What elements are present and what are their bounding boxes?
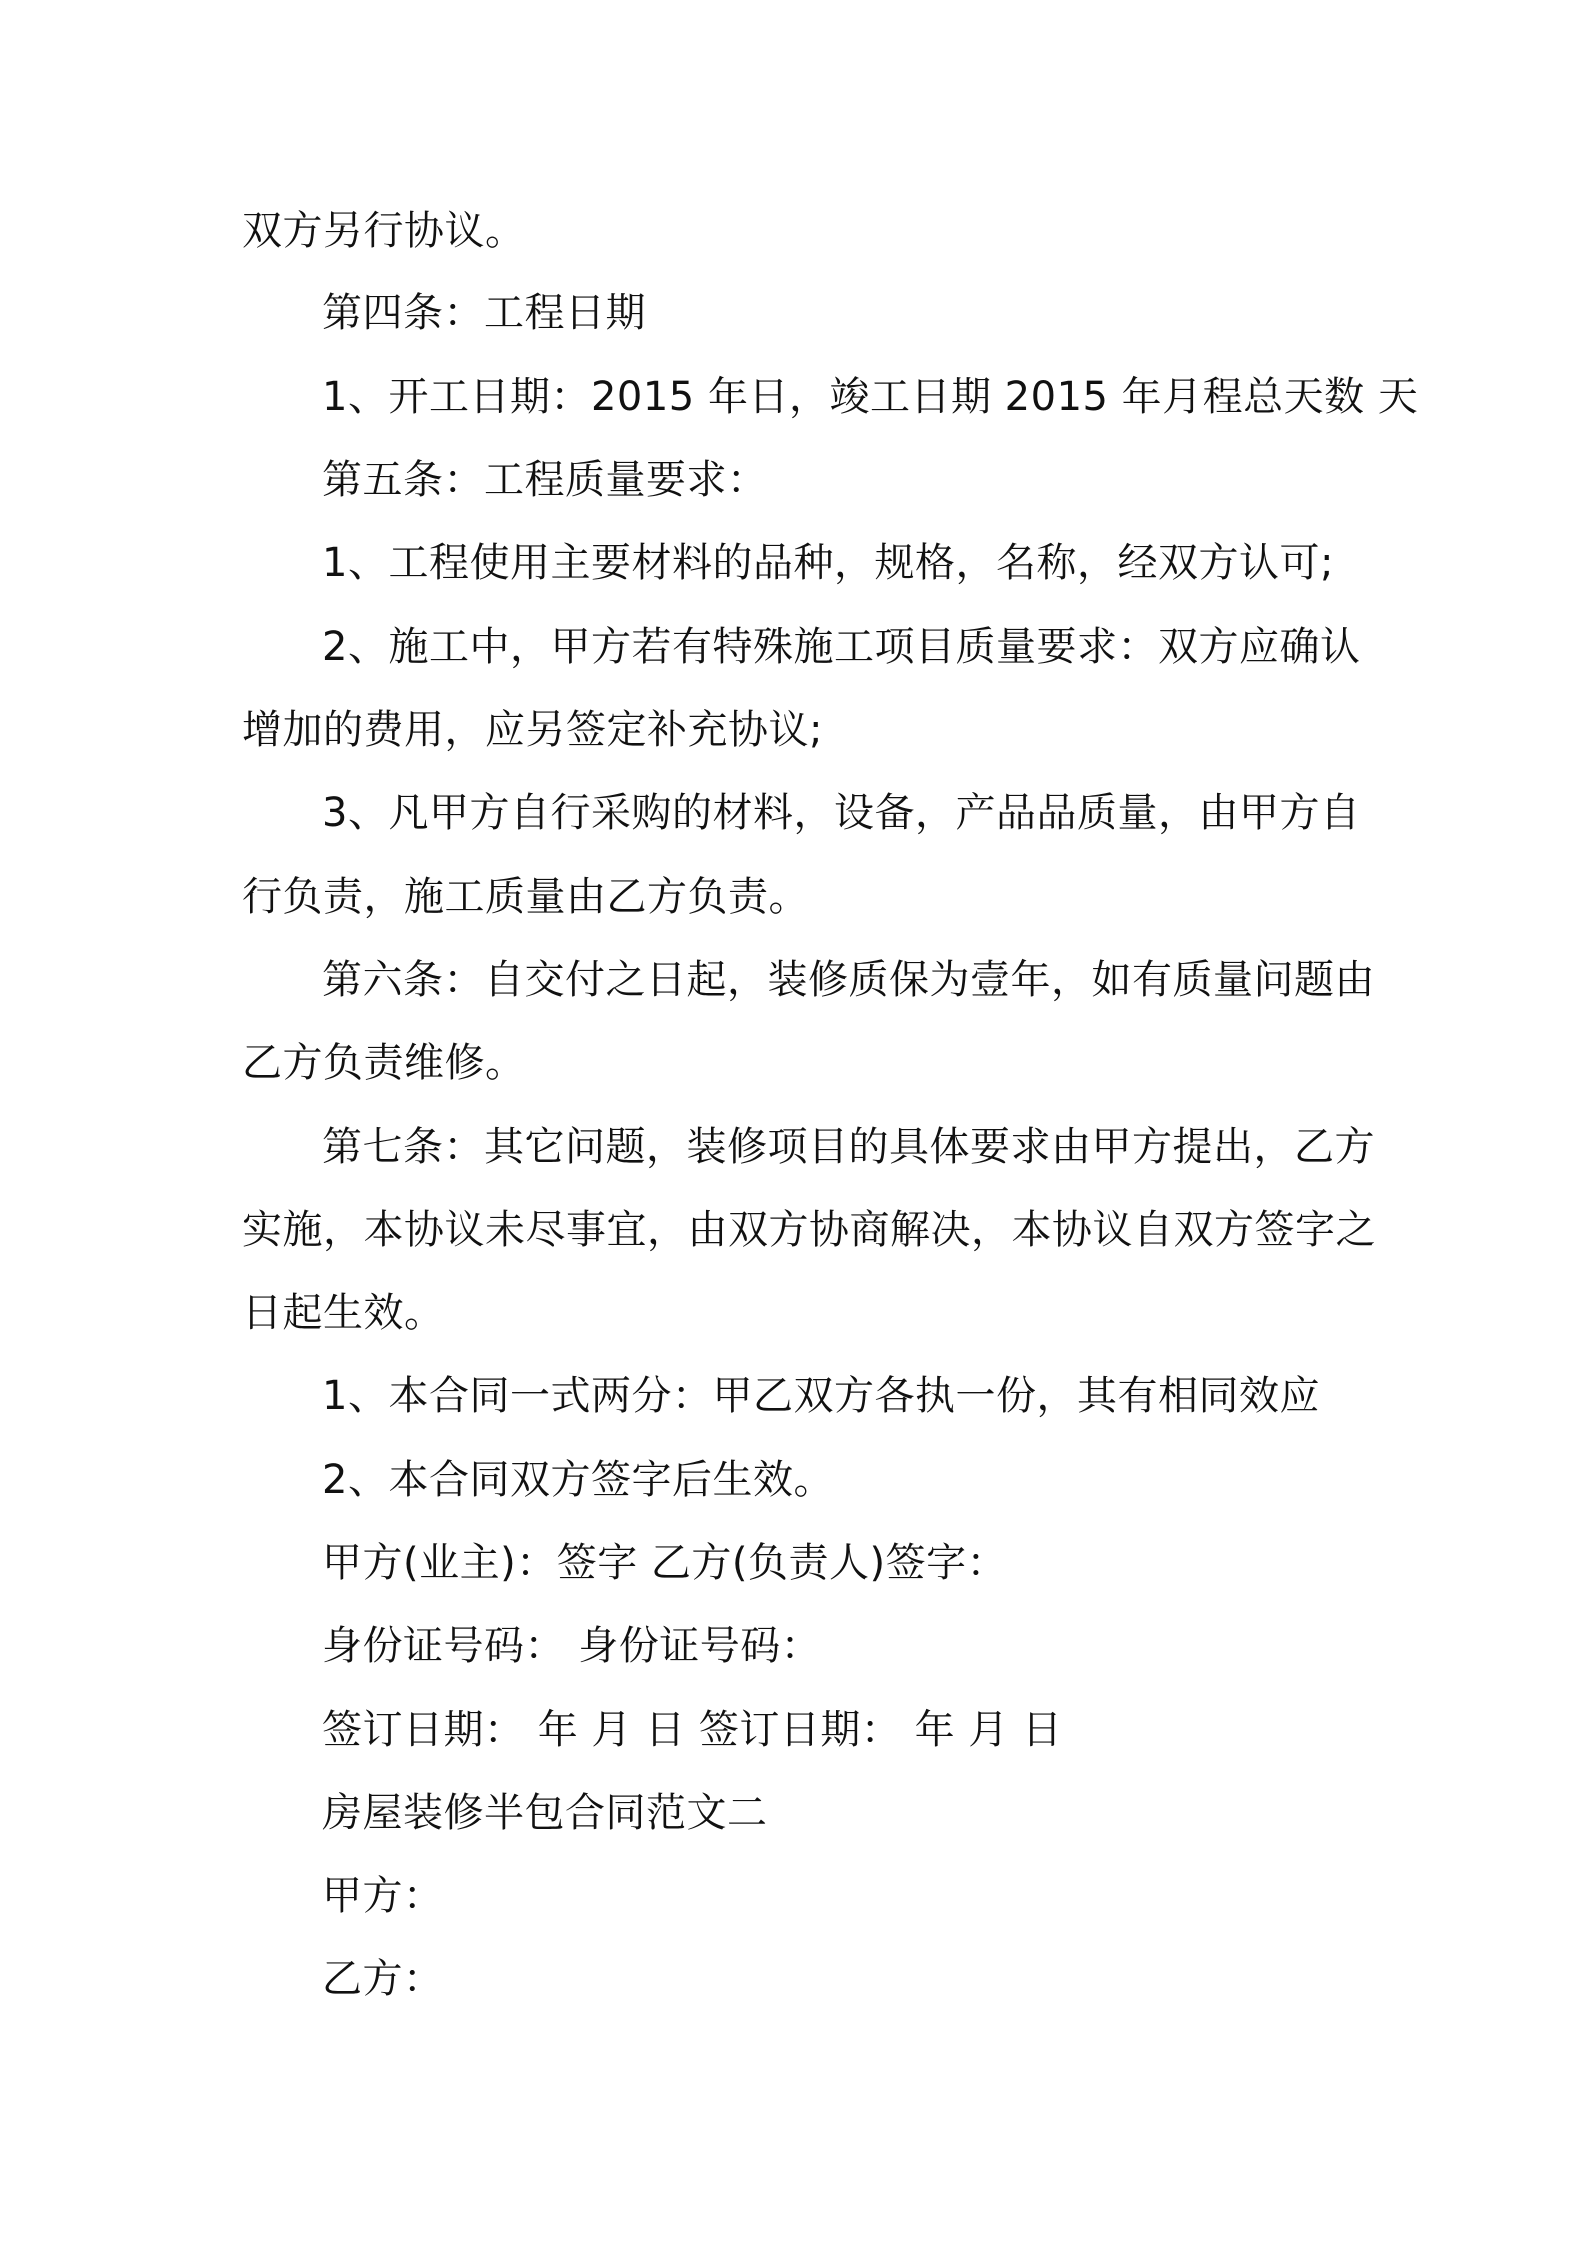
text-line: 双方另行协议。 — [242, 208, 526, 254]
text-line: 日起生效。 — [242, 1290, 445, 1336]
text-line: 行负责，施工质量由乙方负责。 — [242, 874, 809, 920]
text-line: 3、凡甲方自行采购的材料，设备，产品品质量，由甲方自 — [322, 790, 1361, 836]
party-a-label: 甲方： — [322, 1873, 444, 1919]
party-b-label: 乙方： — [322, 1956, 444, 2002]
text-line: 2、本合同双方签字后生效。 — [322, 1457, 834, 1503]
article-heading: 第六条：自交付之日起，装修质保为壹年，如有质量问题由 — [322, 957, 1375, 1003]
text-line: 2、施工中，甲方若有特殊施工项目质量要求：双方应确认 — [322, 624, 1361, 670]
text-line: 1、本合同一式两分：甲乙双方各执一份，其有相同效应 — [322, 1373, 1320, 1419]
article-heading: 第七条：其它问题，装修项目的具体要求由甲方提出，乙方 — [322, 1124, 1375, 1170]
article-heading: 第五条：工程质量要求： — [322, 457, 768, 503]
text-line: 乙方负责维修。 — [242, 1040, 526, 1086]
text-line: 1、工程使用主要材料的品种，规格，名称，经双方认可; — [322, 540, 1334, 586]
text-line: 实施，本协议未尽事宜，由双方协商解决，本协议自双方签字之 — [242, 1207, 1376, 1253]
article-heading: 第四条：工程日期 — [322, 290, 646, 336]
text-line: 1、开工日期：2015 年日，竣工日期 2015 年月程总天数 天 — [322, 374, 1419, 420]
id-number-line: 身份证号码： 身份证号码： — [322, 1623, 822, 1669]
section-title: 房屋装修半包合同范文二 — [322, 1790, 768, 1836]
signature-line: 甲方(业主)：签字 乙方(负责人)签字： — [322, 1540, 1008, 1586]
text-line: 增加的费用，应另签定补充协议; — [242, 707, 823, 753]
sign-date-line: 签订日期： 年 月 日 签订日期： 年 月 日 — [322, 1707, 1063, 1753]
